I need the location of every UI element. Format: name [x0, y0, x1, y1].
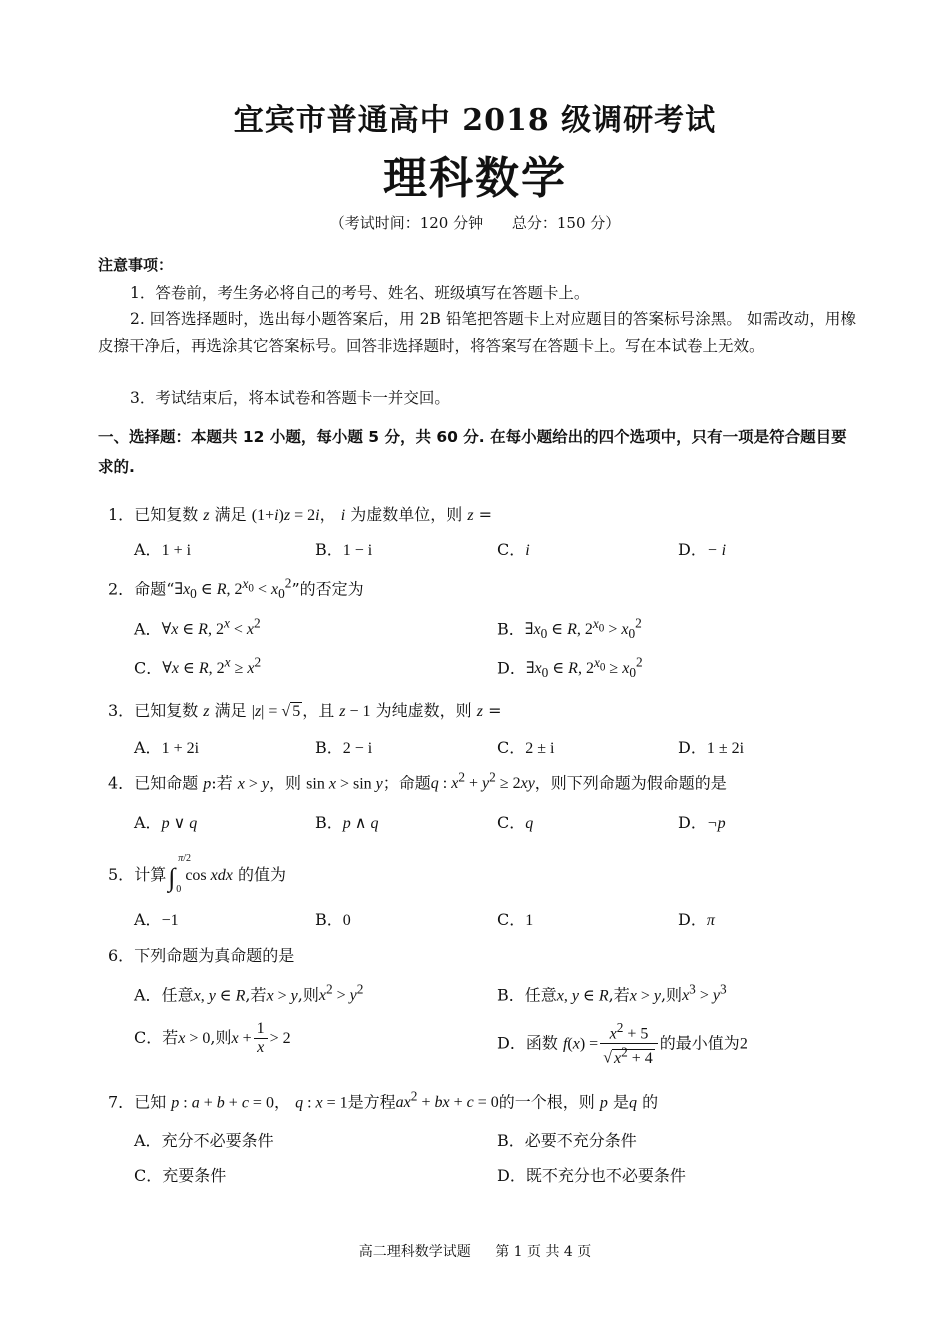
q4-option-b: B．p ∧ q — [315, 813, 379, 832]
q1-option-d: D．− i — [678, 540, 727, 559]
notice-item-2: 2. 回答选择题时，选出每小题答案后，用 2B 铅笔把答题卡上对应题目的答案标号涂黑。 如需改动，用橡皮擦干净后，再选涂其它答案标号。回答非选择题时，将答案写在答题卡上。写在本试卷上无效。 — [98, 310, 856, 355]
page-footer — [0, 1241, 950, 1261]
q4-option-a: A．p ∨ q — [134, 813, 198, 832]
question-1: 1．已知复数 z 满足 (1+i)z = 2i， i 为虚数单位，则 z = — [108, 505, 493, 524]
q6-option-c: C．若x > 0,则x + $\frac{1}{x}$ > 2 — [134, 1020, 291, 1056]
q2-option-c: C．∀x ∈ R, $2^x \ge x^2$ — [134, 655, 262, 678]
footer-page-number: 第 1 页 共 4 页 — [495, 1244, 592, 1260]
q5-option-a: A．−1 — [134, 910, 179, 929]
question-7: 7．已知 p : a + b + c = 0， q : x = 1是方程$ax^2$ + bx + c = 0的一个根，则 p 是q 的 — [108, 1089, 659, 1112]
q5-option-b: B．0 — [315, 910, 351, 929]
total-score: 总分：150 分） — [511, 214, 621, 232]
q6-option-a: A．任意x, y ∈ R,若x > y,则$x^2 > y^2$ — [134, 982, 364, 1005]
q1-option-b: B．1 − i — [315, 540, 373, 559]
question-5: 5．计算∫ π/2 0 cos xdx 的值为 — [108, 853, 286, 895]
q1-option-a: A．1 + i — [134, 540, 192, 559]
question-4: 4．已知命题 p:若 x > y，则 sin x > sin y；命题q : $x^2 + y^2 \ge 2xy$，则下列命题为假命题的是 — [108, 770, 727, 793]
q7-option-a: A．充分不必要条件 — [134, 1131, 274, 1150]
q7-option-c: C．充要条件 — [134, 1166, 227, 1185]
q2-option-d: D．$\exists x_0$ ∈ R, $2^{x_0} \ge x_0^2$ — [497, 655, 643, 681]
q3-option-d: D．1 ± 2i — [678, 738, 745, 757]
q4-option-c: C．q — [497, 813, 534, 832]
exam-title: 宜宾市普通高中 2018 级调研考试 — [233, 103, 717, 138]
q2-option-a: A．∀x ∈ R, $2^x < x^2$ — [134, 616, 261, 639]
q6-option-d: D．函数 f(x) = $\frac{x^2 + 5}{√ x^2 + 4}$ 的最小值为2 — [497, 1020, 748, 1067]
q5-option-c: C．1 — [497, 910, 534, 929]
exam-info — [0, 212, 950, 233]
q3-option-b: B．2 − i — [315, 738, 373, 757]
subject-title: 理科数学 — [383, 153, 567, 204]
question-3: 3．已知复数 z 满足 |z| = √ 5 ，且 z − 1 为纯虚数，则 z = — [108, 701, 502, 720]
section-heading: 一、选择题：本题共 12 小题，每小题 5 分，共 60 分. 在每小题给出的四个选项中，只有一项是符合题目要求的. — [98, 428, 847, 476]
q2-option-b: B．$\exists x_0$ ∈ R, $2^{x_0} > x_0^2$ — [497, 616, 642, 642]
q7-option-d: D．既不充分也不必要条件 — [497, 1166, 686, 1185]
notice-item-1: 1．答卷前，考生务必将自己的考号、姓名、班级填写在答题卡上。 — [130, 284, 590, 302]
q5-option-d: D．π — [678, 910, 715, 929]
q3-option-c: C．2 ± i — [497, 738, 555, 757]
q6-option-b: B．任意x, y ∈ R,若x > y,则$x^3 > y^3$ — [497, 982, 727, 1005]
q1-option-c: C．i — [497, 540, 530, 559]
question-6: 6．下列命题为真命题的是 — [108, 946, 295, 965]
question-2: 2．命题“$\exists x_0$ ∈ R, $2^{x_0} < x_0^2$”的否定为 — [108, 576, 364, 602]
notice-heading: 注意事项： — [98, 256, 174, 274]
q4-option-d: D．¬p — [678, 813, 726, 832]
notice-item-3: 3．考试结束后，将本试卷和答题卡一并交回。 — [130, 389, 450, 407]
q3-option-a: A．1 + 2i — [134, 738, 200, 757]
q7-option-b: B．必要不充分条件 — [497, 1131, 637, 1150]
exam-time: （考试时间：120 分钟 — [329, 214, 484, 232]
footer-paper-name: 高二理科数学试题 — [358, 1244, 471, 1260]
